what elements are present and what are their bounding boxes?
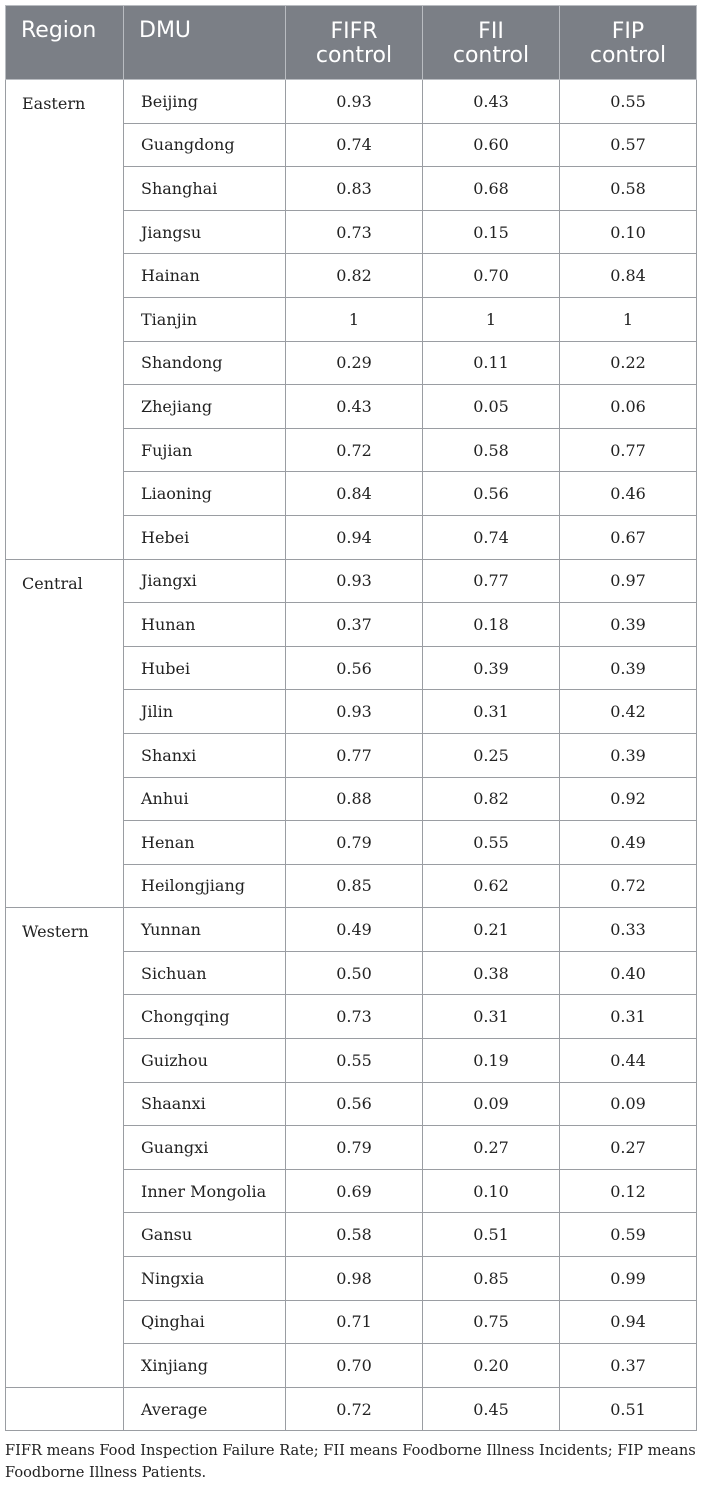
- fii-value: 0.25: [423, 733, 560, 777]
- fip-value: 0.49: [560, 821, 697, 865]
- dmu-cell: Shaanxi: [124, 1082, 286, 1126]
- fii-value: 0.55: [423, 821, 560, 865]
- dmu-cell: Shandong: [124, 341, 286, 385]
- average-fip: 0.51: [560, 1387, 697, 1431]
- fifr-value: 0.74: [286, 123, 423, 167]
- fifr-value: 0.93: [286, 559, 423, 603]
- dmu-cell: Hainan: [124, 254, 286, 298]
- fip-value: 0.39: [560, 603, 697, 647]
- fip-value: 0.72: [560, 864, 697, 908]
- dmu-cell: Fujian: [124, 428, 286, 472]
- table-row: [6, 80, 697, 124]
- fifr-value: 0.37: [286, 603, 423, 647]
- average-label: Average: [124, 1387, 286, 1431]
- fifr-value: 0.98: [286, 1257, 423, 1301]
- fip-value: 0.55: [560, 80, 697, 124]
- dmu-cell: Heilongjiang: [124, 864, 286, 908]
- fii-value: 0.43: [423, 80, 560, 124]
- average-fii: 0.45: [423, 1387, 560, 1431]
- fii-value: 0.21: [423, 908, 560, 952]
- fip-value: 0.39: [560, 733, 697, 777]
- fii-value: 0.31: [423, 690, 560, 734]
- fifr-value: 0.58: [286, 1213, 423, 1257]
- dmu-cell: Chongqing: [124, 995, 286, 1039]
- fip-value: 0.10: [560, 210, 697, 254]
- fifr-value: 0.55: [286, 1039, 423, 1083]
- fii-value: 0.10: [423, 1169, 560, 1213]
- fip-value: 0.44: [560, 1039, 697, 1083]
- average-fifr: 0.72: [286, 1387, 423, 1431]
- fii-value: 0.58: [423, 428, 560, 472]
- dmu-cell: Jiangxi: [124, 559, 286, 603]
- fifr-value: 0.71: [286, 1300, 423, 1344]
- dmu-cell: Sichuan: [124, 951, 286, 995]
- fip-value: 1: [560, 297, 697, 341]
- fii-value: 0.85: [423, 1257, 560, 1301]
- fip-value: 0.58: [560, 167, 697, 211]
- fip-value: 0.33: [560, 908, 697, 952]
- fip-value: 0.84: [560, 254, 697, 298]
- fii-value: 0.05: [423, 385, 560, 429]
- dmu-cell: Shanghai: [124, 167, 286, 211]
- fip-value: 0.12: [560, 1169, 697, 1213]
- region-cell: Eastern: [6, 80, 124, 560]
- dmu-cell: Gansu: [124, 1213, 286, 1257]
- header-fifr-control: FIFR control: [286, 6, 423, 80]
- table-row: [6, 559, 697, 603]
- fifr-value: 0.84: [286, 472, 423, 516]
- fii-value: 0.56: [423, 472, 560, 516]
- fii-value: 0.70: [423, 254, 560, 298]
- fifr-value: 0.88: [286, 777, 423, 821]
- fip-value: 0.92: [560, 777, 697, 821]
- dmu-cell: Jiangsu: [124, 210, 286, 254]
- dmu-cell: Guangdong: [124, 123, 286, 167]
- fip-value: 0.22: [560, 341, 697, 385]
- dmu-cell: Tianjin: [124, 297, 286, 341]
- fip-value: 0.27: [560, 1126, 697, 1170]
- fip-value: 0.97: [560, 559, 697, 603]
- fifr-value: 1: [286, 297, 423, 341]
- fifr-value: 0.93: [286, 690, 423, 734]
- fip-value: 0.37: [560, 1344, 697, 1388]
- fip-value: 0.59: [560, 1213, 697, 1257]
- fifr-value: 0.73: [286, 995, 423, 1039]
- fii-value: 0.11: [423, 341, 560, 385]
- fii-value: 0.15: [423, 210, 560, 254]
- fip-value: 0.09: [560, 1082, 697, 1126]
- dmu-cell: Jilin: [124, 690, 286, 734]
- fii-value: 0.38: [423, 951, 560, 995]
- fip-value: 0.06: [560, 385, 697, 429]
- table-row: [6, 908, 697, 952]
- fii-value: 0.20: [423, 1344, 560, 1388]
- dmu-cell: Xinjiang: [124, 1344, 286, 1388]
- header-fii-control: FII control: [423, 6, 560, 80]
- dmu-cell: Hunan: [124, 603, 286, 647]
- fifr-value: 0.85: [286, 864, 423, 908]
- fii-value: 0.60: [423, 123, 560, 167]
- dmu-cell: Ningxia: [124, 1257, 286, 1301]
- fifr-value: 0.94: [286, 515, 423, 559]
- header-region: Region: [6, 6, 124, 80]
- fii-value: 1: [423, 297, 560, 341]
- header-fip-control: FIP control: [560, 6, 697, 80]
- fii-value: 0.39: [423, 646, 560, 690]
- fifr-value: 0.29: [286, 341, 423, 385]
- fifr-value: 0.43: [286, 385, 423, 429]
- fii-value: 0.77: [423, 559, 560, 603]
- dmu-cell: Henan: [124, 821, 286, 865]
- fip-value: 0.39: [560, 646, 697, 690]
- fifr-value: 0.79: [286, 1126, 423, 1170]
- fii-value: 0.31: [423, 995, 560, 1039]
- fifr-value: 0.79: [286, 821, 423, 865]
- fii-value: 0.62: [423, 864, 560, 908]
- fip-value: 0.99: [560, 1257, 697, 1301]
- fip-value: 0.57: [560, 123, 697, 167]
- fifr-value: 0.93: [286, 80, 423, 124]
- dmu-cell: Hubei: [124, 646, 286, 690]
- dmu-cell: Zhejiang: [124, 385, 286, 429]
- fifr-value: 0.50: [286, 951, 423, 995]
- fip-value: 0.31: [560, 995, 697, 1039]
- fip-value: 0.42: [560, 690, 697, 734]
- fii-value: 0.75: [423, 1300, 560, 1344]
- fifr-value: 0.77: [286, 733, 423, 777]
- table-header: [6, 6, 697, 80]
- dmu-cell: Beijing: [124, 80, 286, 124]
- fifr-value: 0.82: [286, 254, 423, 298]
- fifr-value: 0.56: [286, 1082, 423, 1126]
- table-body: [6, 80, 697, 1431]
- fifr-value: 0.70: [286, 1344, 423, 1388]
- dmu-cell: Hebei: [124, 515, 286, 559]
- fifr-value: 0.72: [286, 428, 423, 472]
- dmu-cell: Liaoning: [124, 472, 286, 516]
- efficiency-table: [5, 5, 697, 1431]
- header-dmu: DMU: [124, 6, 286, 80]
- fifr-value: 0.56: [286, 646, 423, 690]
- table-footnote: FIFR means Food Inspection Failure Rate; FII means Foodborne Illness Incidents; FIP means Foodborne Illness Patients.: [5, 1442, 696, 1481]
- fii-value: 0.27: [423, 1126, 560, 1170]
- fifr-value: 0.69: [286, 1169, 423, 1213]
- fip-value: 0.46: [560, 472, 697, 516]
- region-cell: Western: [6, 908, 124, 1388]
- average-region-cell: [6, 1387, 124, 1431]
- dmu-cell: Guizhou: [124, 1039, 286, 1083]
- fii-value: 0.74: [423, 515, 560, 559]
- fii-value: 0.19: [423, 1039, 560, 1083]
- fii-value: 0.82: [423, 777, 560, 821]
- fii-value: 0.18: [423, 603, 560, 647]
- fifr-value: 0.49: [286, 908, 423, 952]
- fifr-value: 0.83: [286, 167, 423, 211]
- fii-value: 0.09: [423, 1082, 560, 1126]
- fip-value: 0.77: [560, 428, 697, 472]
- dmu-cell: Inner Mongolia: [124, 1169, 286, 1213]
- average-row: [6, 1387, 697, 1431]
- fip-value: 0.40: [560, 951, 697, 995]
- fifr-value: 0.73: [286, 210, 423, 254]
- fip-value: 0.67: [560, 515, 697, 559]
- fip-value: 0.94: [560, 1300, 697, 1344]
- dmu-cell: Yunnan: [124, 908, 286, 952]
- dmu-cell: Anhui: [124, 777, 286, 821]
- dmu-cell: Shanxi: [124, 733, 286, 777]
- region-cell: Central: [6, 559, 124, 908]
- fii-value: 0.51: [423, 1213, 560, 1257]
- fii-value: 0.68: [423, 167, 560, 211]
- dmu-cell: Qinghai: [124, 1300, 286, 1344]
- dmu-cell: Guangxi: [124, 1126, 286, 1170]
